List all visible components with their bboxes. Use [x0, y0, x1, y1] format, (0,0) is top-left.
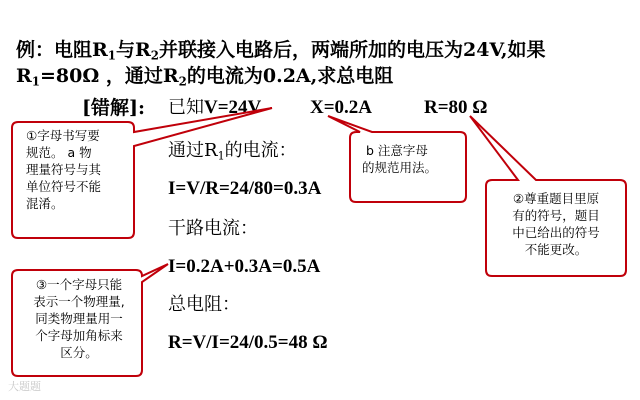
callout-3-text: ②尊重题目里原 有的符号，题目 中已给出的符号 不能更改。 [512, 191, 600, 257]
given-x: X=0.2A [310, 97, 373, 118]
given-line: 已知V=24V [168, 97, 262, 118]
wrong-solution-label: [错解]: [82, 97, 145, 119]
step2-formula: I=0.2A+0.3A=0.5A [168, 256, 321, 277]
problem-line-1: 例：电阻$R_1$与$R_2$并联接入电路后，两端所加的电压为24V,如果 [16, 39, 546, 63]
step3-label: 总电阻： [168, 294, 240, 315]
given-r: R=80 Ω [424, 97, 488, 118]
watermark: 大题题 [8, 380, 41, 393]
callout-4-text: ③一个字母只能 表示一个物理量, 同类物理量用一 个字母加角标来 区分。 [33, 277, 125, 360]
step2-label: 干路电流： [168, 218, 258, 239]
callout-2-text: b 注意字母 的规范用法。 [362, 143, 438, 175]
step1-formula: I=V/R=24/80=0.3A [168, 178, 322, 199]
step3-formula: R=V/I=24/0.5=48 Ω [168, 332, 328, 353]
step1-label: 通过$R_1$的电流： [168, 140, 297, 163]
callout-1-text: ①字母书写要 规范。 a 物 理量符号与其 单位符号不能 混淆。 [26, 128, 102, 211]
problem-line-2: $R_1=80\Omega$ ，通过$R_2$的电流为0.2A,求总电阻 [16, 65, 394, 89]
